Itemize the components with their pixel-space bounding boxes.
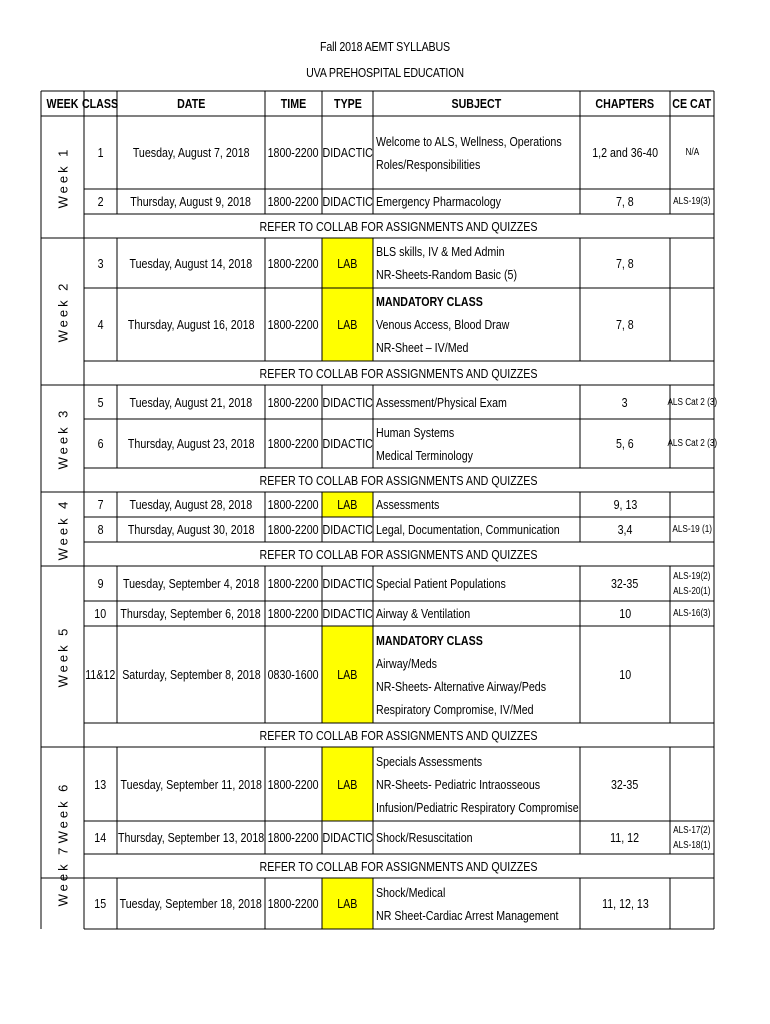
subject-cell xyxy=(376,419,580,468)
class-time: 1800-2200 xyxy=(268,896,319,911)
class-date: Thursday, August 16, 2018 xyxy=(127,317,255,332)
class-chapters: 3 xyxy=(622,394,628,410)
subject-cell xyxy=(376,189,580,214)
subject-cell xyxy=(376,517,580,542)
chapters-cell xyxy=(580,517,670,542)
class-type: LAB xyxy=(337,317,358,332)
date-cell xyxy=(117,189,265,214)
subject-cell xyxy=(376,878,580,929)
class-number: 15 xyxy=(94,896,107,911)
subject-line: NR-Sheets- Pediatric Intraosseous xyxy=(376,776,541,792)
refer-to-collab-note xyxy=(84,854,714,878)
class-number-cell xyxy=(84,116,117,189)
header-chapters-label: CHAPTERS xyxy=(595,96,655,111)
header-class-label: CLASS xyxy=(82,96,119,111)
subject-line: Assessment/Physical Exam xyxy=(376,394,507,410)
class-type: DIDACTIC xyxy=(322,606,373,621)
class-chapters: 9, 13 xyxy=(613,497,637,512)
class-type: DIDACTIC xyxy=(322,522,373,537)
class-time: 1800-2200 xyxy=(268,776,319,792)
ce-cat-cell xyxy=(670,238,714,288)
type-cell xyxy=(322,626,373,723)
ce-cat-cell xyxy=(670,492,714,517)
subject-line: Medical Terminology xyxy=(376,447,473,463)
date-cell xyxy=(117,747,265,821)
subject-line: Welcome to ALS, Wellness, Operations xyxy=(376,133,562,149)
class-date: Tuesday, August 21, 2018 xyxy=(129,394,253,410)
ce-cat-cell xyxy=(670,566,714,601)
class-time: 1800-2200 xyxy=(268,522,319,537)
class-number-cell xyxy=(84,492,117,517)
time-cell xyxy=(265,626,322,723)
subject-cell xyxy=(376,626,580,723)
class-date: Tuesday, August 28, 2018 xyxy=(129,497,253,512)
ce-cat-value: N/A xyxy=(685,147,699,158)
ce-cat-value: ALS-20(1) xyxy=(673,585,711,597)
chapters-cell xyxy=(580,189,670,214)
week-label-cell xyxy=(41,844,84,929)
class-number: 9 xyxy=(97,576,104,591)
week-label: Week 2 xyxy=(55,280,70,343)
class-chapters: 7, 8 xyxy=(616,194,634,209)
class-number: 8 xyxy=(97,522,104,537)
header-subject-label: SUBJECT xyxy=(451,96,502,111)
chapters-cell xyxy=(580,747,670,821)
time-cell xyxy=(265,288,322,361)
class-number: 3 xyxy=(97,255,104,271)
class-chapters: 11, 12 xyxy=(610,830,640,845)
refer-to-collab-note xyxy=(84,361,714,385)
type-cell xyxy=(322,517,373,542)
chapters-cell xyxy=(580,821,670,854)
refer-to-collab-text: REFER TO COLLAB FOR ASSIGNMENTS AND QUIZZES xyxy=(259,472,539,488)
class-chapters: 3,4 xyxy=(617,522,633,537)
ce-cat-value: ALS Cat 2 (3) xyxy=(667,438,717,449)
class-number: 13 xyxy=(94,776,107,792)
subject-line: Legal, Documentation, Communication xyxy=(376,522,560,537)
subject-line: Venous Access, Blood Draw xyxy=(376,317,510,332)
class-type: DIDACTIC xyxy=(322,576,373,591)
week-label: Week 5 xyxy=(55,625,70,688)
class-chapters: 1,2 and 36-40 xyxy=(592,145,658,160)
week-label: Week 4 xyxy=(55,498,70,560)
class-number-cell xyxy=(84,821,117,854)
class-time: 1800-2200 xyxy=(268,145,319,160)
type-cell xyxy=(322,821,373,854)
class-date: Thursday, September 6, 2018 xyxy=(120,606,262,621)
class-chapters: 32-35 xyxy=(611,776,639,792)
class-number-cell xyxy=(84,626,117,723)
class-number: 7 xyxy=(97,497,104,512)
subject-cell xyxy=(376,601,580,626)
type-cell xyxy=(322,601,373,626)
class-chapters: 5, 6 xyxy=(616,436,634,451)
class-type: DIDACTIC xyxy=(322,830,373,845)
ce-cat-value: ALS-19 (1) xyxy=(672,524,712,535)
date-cell xyxy=(117,288,265,361)
class-number-cell xyxy=(84,566,117,601)
document-title: Fall 2018 AEMT SYLLABUS xyxy=(320,39,450,54)
ce-cat-value: ALS Cat 2 (3) xyxy=(667,396,717,408)
class-type: LAB xyxy=(337,667,358,682)
type-cell xyxy=(322,747,373,821)
class-type: LAB xyxy=(337,896,358,911)
week-label-cell xyxy=(41,492,84,566)
subject-cell xyxy=(376,566,580,601)
subject-cell xyxy=(376,747,580,821)
class-chapters: 10 xyxy=(619,667,631,682)
class-date: Thursday, August 23, 2018 xyxy=(127,436,255,451)
class-number-cell xyxy=(84,878,117,929)
ce-cat-cell xyxy=(670,626,714,723)
date-cell xyxy=(117,238,265,288)
class-number: 5 xyxy=(97,394,104,410)
class-chapters: 7, 8 xyxy=(616,255,634,271)
date-cell xyxy=(117,492,265,517)
time-cell xyxy=(265,878,322,929)
time-cell xyxy=(265,238,322,288)
refer-to-collab-text: REFER TO COLLAB FOR ASSIGNMENTS AND QUIZZES xyxy=(259,218,539,234)
type-cell xyxy=(322,878,373,929)
class-chapters: 7, 8 xyxy=(616,317,634,332)
date-cell xyxy=(117,419,265,468)
refer-to-collab-note xyxy=(84,542,714,566)
chapters-cell xyxy=(580,492,670,517)
header-week xyxy=(41,91,84,116)
header-week-label: WEEK xyxy=(46,96,79,111)
header-subject xyxy=(373,91,580,116)
class-number-cell xyxy=(84,189,117,214)
chapters-cell xyxy=(580,626,670,723)
class-number-cell xyxy=(84,747,117,821)
time-cell xyxy=(265,116,322,189)
class-type: DIDACTIC xyxy=(322,394,373,410)
type-cell xyxy=(322,116,373,189)
type-cell xyxy=(322,385,373,419)
time-cell xyxy=(265,492,322,517)
subject-cell xyxy=(376,492,580,517)
mandatory-class-label: MANDATORY CLASS xyxy=(376,632,483,648)
class-number: 10 xyxy=(94,606,107,621)
subject-line: NR Sheet-Cardiac Arrest Management xyxy=(376,907,559,923)
week-label-cell xyxy=(41,238,84,385)
ce-cat-cell xyxy=(670,189,714,214)
header-type xyxy=(322,91,373,116)
class-date: Saturday, September 8, 2018 xyxy=(121,667,261,682)
chapters-cell xyxy=(580,419,670,468)
date-cell xyxy=(117,626,265,723)
date-cell xyxy=(117,385,265,419)
class-time: 1800-2200 xyxy=(268,394,319,410)
class-time: 1800-2200 xyxy=(268,606,319,621)
date-cell xyxy=(117,566,265,601)
week-label: Week 6 xyxy=(55,781,70,844)
class-number-cell xyxy=(84,385,117,419)
refer-to-collab-text: REFER TO COLLAB FOR ASSIGNMENTS AND QUIZZES xyxy=(259,727,539,743)
class-chapters: 10 xyxy=(619,606,631,621)
class-date: Tuesday, August 7, 2018 xyxy=(132,145,250,160)
class-number: 11&12 xyxy=(85,667,116,682)
week-label-cell xyxy=(41,566,84,747)
class-time: 1800-2200 xyxy=(268,576,319,591)
time-cell xyxy=(265,601,322,626)
class-time: 1800-2200 xyxy=(268,436,319,451)
time-cell xyxy=(265,821,322,854)
week-label: Week 1 xyxy=(55,146,70,208)
chapters-cell xyxy=(580,566,670,601)
ce-cat-cell xyxy=(667,385,717,419)
ce-cat-cell xyxy=(670,116,714,189)
refer-to-collab-text: REFER TO COLLAB FOR ASSIGNMENTS AND QUIZZES xyxy=(259,858,539,874)
class-type: LAB xyxy=(337,497,358,512)
type-cell xyxy=(322,189,373,214)
header-time-label: TIME xyxy=(280,96,307,111)
class-number-cell xyxy=(84,601,117,626)
class-time: 1800-2200 xyxy=(268,497,319,512)
ce-cat-value: ALS-19(3) xyxy=(673,196,711,207)
class-type: DIDACTIC xyxy=(322,436,373,451)
refer-to-collab-note xyxy=(84,214,714,238)
subject-line: NR-Sheets- Alternative Airway/Peds xyxy=(376,678,547,694)
subject-cell xyxy=(376,821,580,854)
class-number-cell xyxy=(84,288,117,361)
class-date: Tuesday, September 11, 2018 xyxy=(120,776,262,792)
ce-cat-value: ALS-16(3) xyxy=(673,608,711,619)
date-cell xyxy=(117,517,265,542)
subject-line: Emergency Pharmacology xyxy=(376,194,502,209)
ce-cat-cell xyxy=(667,419,717,468)
subject-line: Roles/Responsibilities xyxy=(376,156,481,172)
date-cell xyxy=(117,821,265,854)
class-time: 0830-1600 xyxy=(268,667,319,682)
subject-line: Specials Assessments xyxy=(376,753,483,769)
header-date-label: DATE xyxy=(176,96,206,111)
subject-cell xyxy=(376,238,580,288)
class-number: 1 xyxy=(97,145,104,160)
chapters-cell xyxy=(580,238,670,288)
class-type: LAB xyxy=(337,776,358,792)
header-chapters xyxy=(580,91,670,116)
mandatory-class-label: MANDATORY CLASS xyxy=(376,294,483,309)
chapters-cell xyxy=(580,601,670,626)
date-cell xyxy=(117,116,265,189)
refer-to-collab-note xyxy=(84,468,714,492)
document-subtitle: UVA PREHOSPITAL EDUCATION xyxy=(306,65,464,80)
ce-cat-cell xyxy=(670,747,714,821)
header-ce-cat-label: CE CAT xyxy=(672,96,712,111)
time-cell xyxy=(265,189,322,214)
chapters-cell xyxy=(580,288,670,361)
chapters-cell xyxy=(580,116,670,189)
subject-line: Infusion/Pediatric Respiratory Compromise xyxy=(376,799,579,815)
time-cell xyxy=(265,419,322,468)
class-number: 14 xyxy=(94,830,107,845)
date-cell xyxy=(117,878,265,929)
class-type: DIDACTIC xyxy=(322,194,373,209)
time-cell xyxy=(265,517,322,542)
ce-cat-value: ALS-19(2) xyxy=(673,570,711,582)
class-date: Tuesday, September 18, 2018 xyxy=(119,896,263,911)
subject-line: Airway/Meds xyxy=(376,655,438,671)
header-ce-cat xyxy=(670,91,714,116)
week-label: Week 7 xyxy=(55,844,70,907)
class-number-cell xyxy=(84,517,117,542)
subject-line: Shock/Medical xyxy=(376,884,446,900)
class-time: 1800-2200 xyxy=(268,194,319,209)
subject-line: Special Patient Populations xyxy=(376,576,506,591)
time-cell xyxy=(265,747,322,821)
type-cell xyxy=(322,238,373,288)
ce-cat-cell xyxy=(670,288,714,361)
refer-to-collab-text: REFER TO COLLAB FOR ASSIGNMENTS AND QUIZZES xyxy=(259,365,539,381)
class-number: 2 xyxy=(97,194,104,209)
subject-line: Respiratory Compromise, IV/Med xyxy=(376,701,534,717)
type-cell xyxy=(322,419,373,468)
header-class xyxy=(84,91,117,116)
subject-line: BLS skills, IV & Med Admin xyxy=(376,244,505,259)
ce-cat-cell xyxy=(670,878,714,929)
class-number: 6 xyxy=(97,436,104,451)
header-date xyxy=(117,91,265,116)
subject-cell xyxy=(376,385,580,419)
type-cell xyxy=(322,566,373,601)
class-chapters: 11, 12, 13 xyxy=(601,896,649,911)
class-date: Thursday, August 30, 2018 xyxy=(127,522,255,537)
chapters-cell xyxy=(580,385,670,419)
type-cell xyxy=(322,492,373,517)
header-type-label: TYPE xyxy=(333,96,362,111)
class-type: LAB xyxy=(337,255,358,271)
ce-cat-value: ALS-18(1) xyxy=(673,839,711,851)
time-cell xyxy=(265,566,322,601)
refer-to-collab-text: REFER TO COLLAB FOR ASSIGNMENTS AND QUIZZES xyxy=(259,546,539,562)
subject-line: Assessments xyxy=(376,497,440,512)
ce-cat-value: ALS-17(2) xyxy=(673,824,711,836)
class-date: Tuesday, September 4, 2018 xyxy=(122,576,260,591)
ce-cat-cell xyxy=(670,821,714,854)
week-label: Week 3 xyxy=(55,407,70,470)
class-number-cell xyxy=(84,238,117,288)
class-time: 1800-2200 xyxy=(268,255,319,271)
header-time xyxy=(265,91,322,116)
subject-cell xyxy=(376,116,580,189)
class-date: Thursday, September 13, 2018 xyxy=(117,830,265,845)
class-type: DIDACTIC xyxy=(322,145,373,160)
week-label-cell xyxy=(41,116,84,238)
class-date: Thursday, August 9, 2018 xyxy=(130,194,252,209)
chapters-cell xyxy=(580,878,670,929)
type-cell xyxy=(322,288,373,361)
class-date: Tuesday, August 14, 2018 xyxy=(129,255,253,271)
class-chapters: 32-35 xyxy=(611,576,639,591)
class-time: 1800-2200 xyxy=(268,830,319,845)
subject-line: NR-Sheet – IV/Med xyxy=(376,340,469,355)
ce-cat-cell xyxy=(670,517,714,542)
class-number: 4 xyxy=(97,317,104,332)
subject-line: Human Systems xyxy=(376,424,455,440)
week-label-cell xyxy=(41,385,84,492)
subject-cell xyxy=(376,288,580,361)
refer-to-collab-note xyxy=(84,723,714,747)
subject-line: Airway & Ventilation xyxy=(376,606,471,621)
subject-line: NR-Sheets-Random Basic (5) xyxy=(376,267,518,282)
ce-cat-cell xyxy=(670,601,714,626)
time-cell xyxy=(265,385,322,419)
class-time: 1800-2200 xyxy=(268,317,319,332)
date-cell xyxy=(117,601,265,626)
subject-line: Shock/Resuscitation xyxy=(376,830,473,845)
class-number-cell xyxy=(84,419,117,468)
